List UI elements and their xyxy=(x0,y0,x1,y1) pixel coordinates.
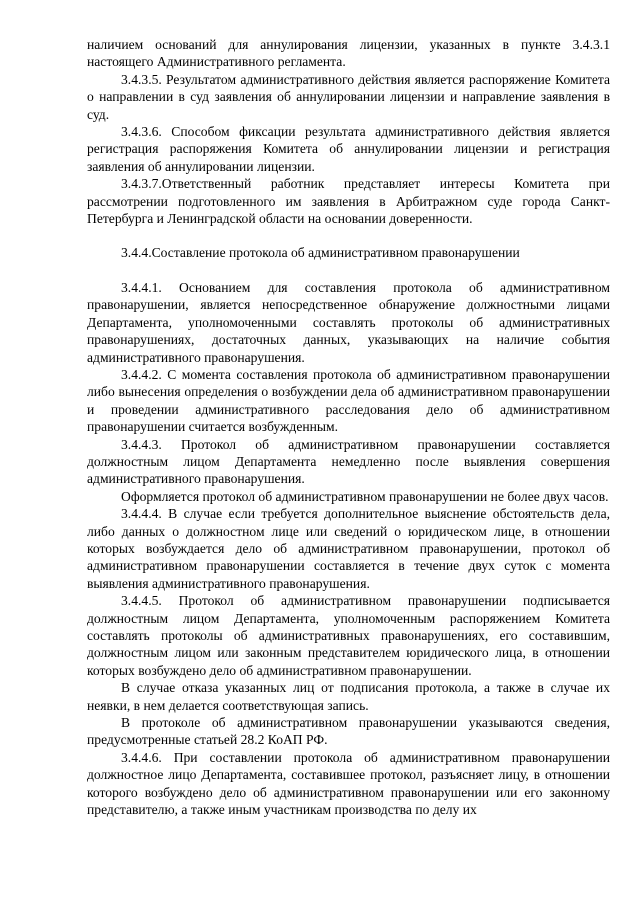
paragraph-3-4-3-5: 3.4.3.5. Результатом административного действия является распоряжение Комитета о направлении в суд заявления об аннулировании лицензии и направление заявления в суд. xyxy=(87,71,610,122)
section-heading-3-4-4: 3.4.4.Составление протокола об административном правонарушении xyxy=(121,245,520,261)
paragraph-protocol-contents: В протоколе об административном правонарушении указываются сведения, предусмотренные статьей 28.2 КоАП РФ. xyxy=(87,715,610,748)
paragraph-3-4-4-3: 3.4.4.3. Протокол об административном правонарушении составляется должностным лицом Департамента немедленно после выявления совершения административного правонарушения. xyxy=(87,436,610,487)
paragraph-3-4-4-5: 3.4.4.5. Протокол об административном правонарушении подписывается должностным лицом Департамента, уполномоченным распоряжением Комитета составлять протоколы об административных правонарушениях, его составившим, должностным лицом или законным представителем юридического лица, в отношении которых возбуждено дело об административном правонарушении. xyxy=(87,593,610,678)
paragraph-3-4-3-7: 3.4.3.7.Ответственный работник представляет интересы Комитета при рассмотрении подготовленного им заявления в Арбитражном суде города Санкт-Петербурга и Ленинградской области на основании доверенности. xyxy=(87,176,610,227)
paragraph-protocol-duration: Оформляется протокол об административном правонарушении не более двух часов. xyxy=(121,488,609,504)
paragraph-3-4-4-4: 3.4.4.4. В случае если требуется дополнительное выяснение обстоятельств дела, либо данных о должностном лице или сведений о юридическом лице, в отношении которых возбуждается дело об административном правонарушении, протокол об административном правонарушении составляется в течение двух суток с момента выявления административного правонарушения. xyxy=(87,506,610,591)
paragraph-3-4-4-6: 3.4.4.6. При составлении протокола об административном правонарушении должностное лицо Департамента, составившее протокол, разъясняет лицу, в отношении которого возбуждено дело об административном правонарушении или его законному представителю, а также иным участникам производства по делу их xyxy=(87,749,610,818)
paragraph-3-4-3-6: 3.4.3.6. Способом фиксации результата административного действия является регистрация распоряжения Комитета об аннулировании лицензии и регистрация заявления об аннулировании лицензии. xyxy=(87,124,610,174)
paragraph-refusal-to-sign: В случае отказа указанных лиц от подписания протокола, а также в случае их неявки, в нем делается соответствующая запись. xyxy=(87,680,610,713)
paragraph-3-4-4-2: 3.4.4.2. С момента составления протокола об административном правонарушении либо вынесения определения о возбуждении дела об административном правонарушении и проведении административного расследования дело об административном правонарушении считается возбужденным. xyxy=(87,366,610,435)
paragraph-3-4-4-1: 3.4.4.1. Основанием для составления протокола об административном правонарушении, является непосредственное обнаружение должностными лицами Департамента, уполномоченными составлять протоколы об административных правонарушениях, достаточных данных, указывающих на наличие события административного правонарушения. xyxy=(87,279,610,365)
document-page xyxy=(87,36,610,818)
paragraph-continuation: наличием оснований для аннулирования лицензии, указанных в пункте 3.4.3.1 настоящего Административного регламента. xyxy=(87,37,610,70)
